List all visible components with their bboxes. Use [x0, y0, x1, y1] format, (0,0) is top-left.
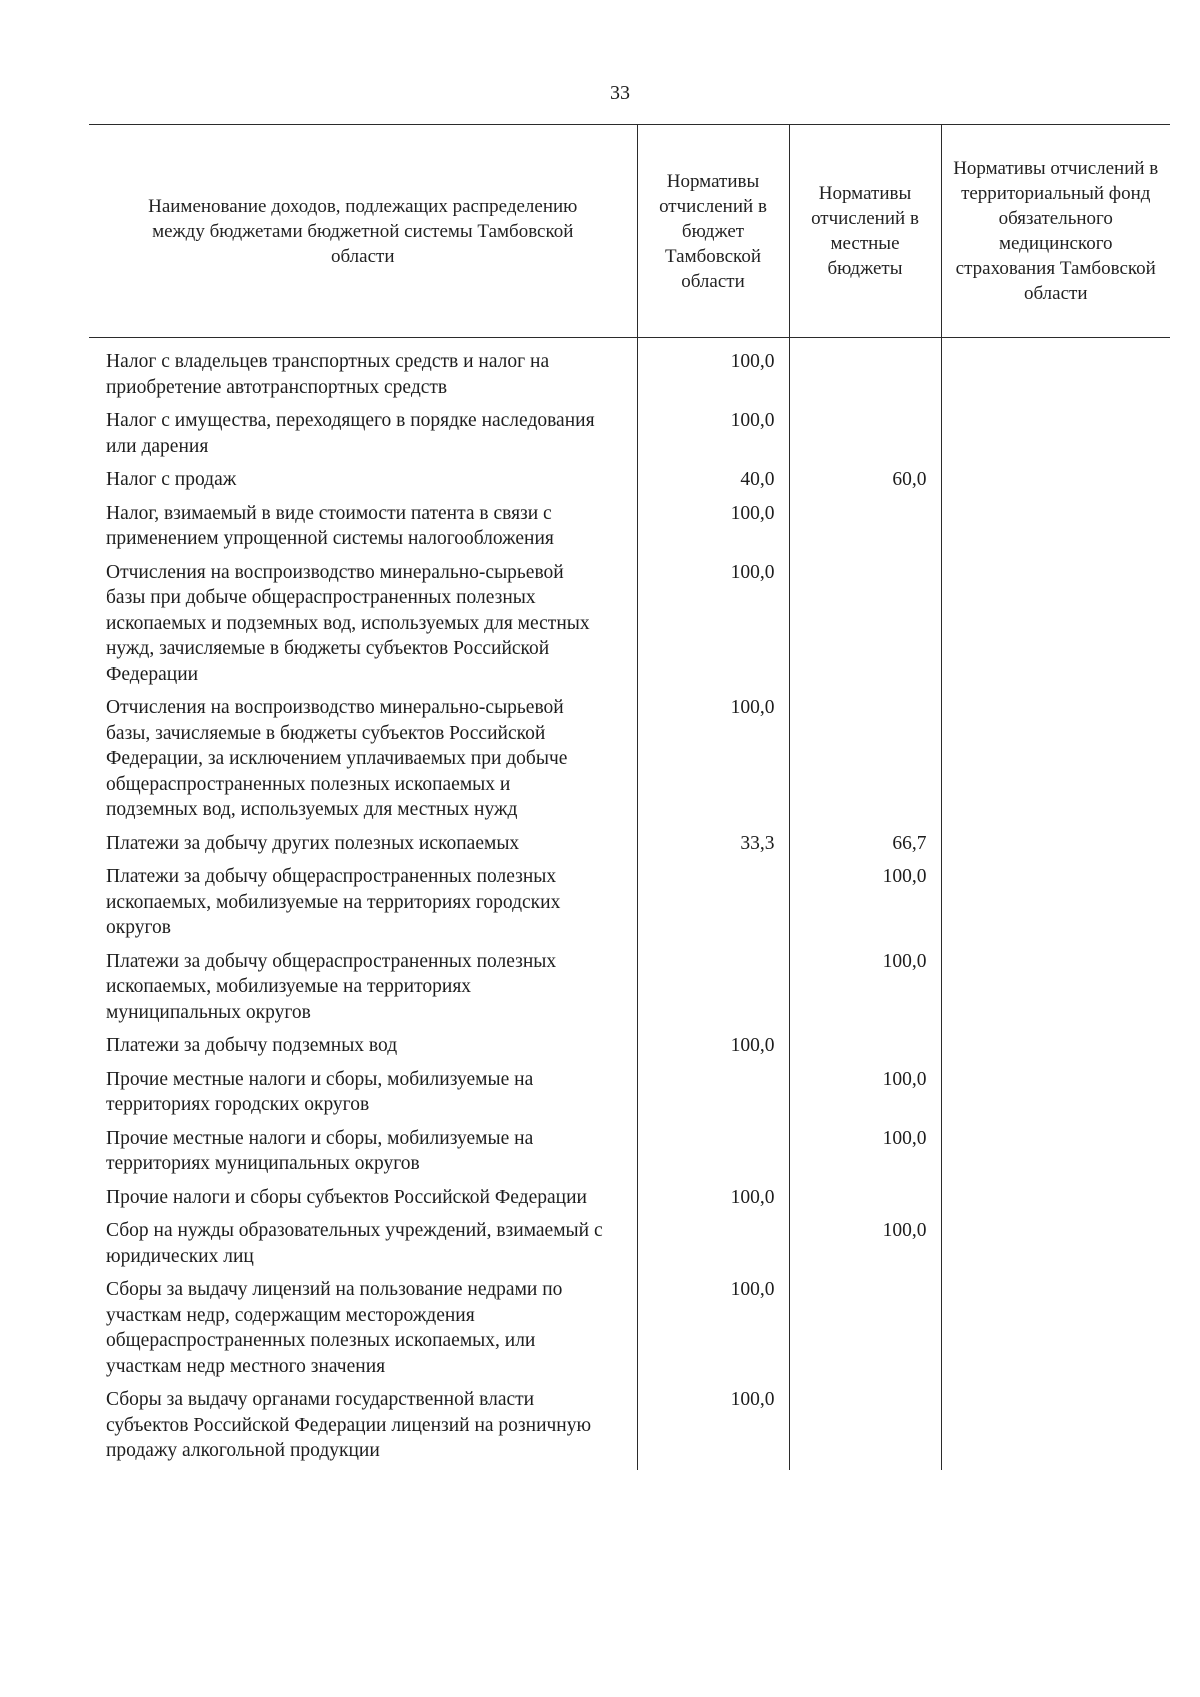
row-local-value	[789, 408, 941, 467]
row-income-name: Прочие местные налоги и сборы, мобилизуемые на территориях муниципальных округов	[89, 1126, 637, 1185]
table-row	[89, 1277, 1170, 1387]
row-regional-value	[637, 864, 789, 949]
row-fund-value	[941, 1185, 1170, 1219]
row-local-value: 100,0	[789, 864, 941, 949]
row-local-value: 66,7	[789, 831, 941, 865]
row-local-value: 100,0	[789, 949, 941, 1034]
header-local-budgets: Нормативы отчислений в местные бюджеты	[789, 125, 941, 338]
row-regional-value: 100,0	[637, 501, 789, 560]
row-fund-value	[941, 408, 1170, 467]
row-fund-value	[941, 864, 1170, 949]
table-row	[89, 501, 1170, 560]
table-row	[89, 695, 1170, 831]
table-row	[89, 1126, 1170, 1185]
row-regional-value: 33,3	[637, 831, 789, 865]
row-income-name: Прочие налоги и сборы субъектов Российской Федерации	[89, 1185, 637, 1219]
row-fund-value	[941, 695, 1170, 831]
row-income-name: Платежи за добычу общераспространенных полезных ископаемых, мобилизуемые на территориях муниципальных округов	[89, 949, 637, 1034]
row-fund-value	[941, 1126, 1170, 1185]
row-local-value: 60,0	[789, 467, 941, 501]
row-local-value	[789, 1387, 941, 1470]
row-fund-value	[941, 338, 1170, 409]
row-local-value	[789, 501, 941, 560]
row-local-value	[789, 560, 941, 696]
row-local-value	[789, 695, 941, 831]
row-local-value: 100,0	[789, 1067, 941, 1126]
table-row	[89, 949, 1170, 1034]
row-fund-value	[941, 1033, 1170, 1067]
row-fund-value	[941, 1218, 1170, 1277]
row-income-name: Сбор на нужды образовательных учреждений, взимаемый с юридических лиц	[89, 1218, 637, 1277]
row-income-name: Платежи за добычу подземных вод	[89, 1033, 637, 1067]
row-regional-value: 100,0	[637, 695, 789, 831]
table-row	[89, 1185, 1170, 1219]
header-regional-budget: Нормативы отчислений в бюджет Тамбовской области	[637, 125, 789, 338]
row-regional-value: 100,0	[637, 338, 789, 409]
row-income-name: Налог с владельцев транспортных средств и налог на приобретение автотранспортных средств	[89, 338, 637, 409]
row-fund-value	[941, 467, 1170, 501]
table-row	[89, 1067, 1170, 1126]
row-regional-value	[637, 1067, 789, 1126]
row-regional-value	[637, 1218, 789, 1277]
row-local-value: 100,0	[789, 1126, 941, 1185]
row-fund-value	[941, 1067, 1170, 1126]
row-income-name: Сборы за выдачу органами государственной власти субъектов Российской Федерации лицензий на розничную продажу алкогольной продукции	[89, 1387, 637, 1470]
row-income-name: Отчисления на воспроизводство минерально-сырьевой базы при добыче общераспространенных полезных ископаемых и подземных вод, используемых для местных нужд, зачисляемые в бюджеты субъектов Российской Федерации	[89, 560, 637, 696]
table-row	[89, 1033, 1170, 1067]
table-row	[89, 408, 1170, 467]
table-row	[89, 467, 1170, 501]
row-local-value	[789, 338, 941, 409]
row-regional-value: 100,0	[637, 1387, 789, 1470]
table-row	[89, 1218, 1170, 1277]
header-medical-insurance-fund: Нормативы отчислений в территориальный фонд обязательного медицинского страхования Тамбовской области	[941, 125, 1170, 338]
table-row	[89, 338, 1170, 409]
header-income-name: Наименование доходов, подлежащих распределению между бюджетами бюджетной системы Тамбовской области	[89, 125, 637, 338]
row-fund-value	[941, 560, 1170, 696]
row-income-name: Прочие местные налоги и сборы, мобилизуемые на территориях городских округов	[89, 1067, 637, 1126]
table-body	[89, 338, 1170, 1470]
row-income-name: Налог с продаж	[89, 467, 637, 501]
table-row	[89, 864, 1170, 949]
page-number: 33	[610, 82, 630, 104]
row-income-name: Отчисления на воспроизводство минерально-сырьевой базы, зачисляемые в бюджеты субъектов Российской Федерации, за исключением уплачиваемых при добыче общераспространенных полезных ископаемых и подземных вод, используемых для местных нужд	[89, 695, 637, 831]
table-row	[89, 831, 1170, 865]
table-row	[89, 560, 1170, 696]
row-local-value	[789, 1033, 941, 1067]
row-income-name: Платежи за добычу других полезных ископаемых	[89, 831, 637, 865]
row-fund-value	[941, 831, 1170, 865]
row-income-name: Платежи за добычу общераспространенных полезных ископаемых, мобилизуемые на территориях городских округов	[89, 864, 637, 949]
row-regional-value: 100,0	[637, 560, 789, 696]
row-local-value	[789, 1277, 941, 1387]
row-fund-value	[941, 501, 1170, 560]
row-local-value	[789, 1185, 941, 1219]
row-income-name: Налог, взимаемый в виде стоимости патента в связи с применением упрощенной системы налогообложения	[89, 501, 637, 560]
row-income-name: Сборы за выдачу лицензий на пользование недрами по участкам недр, содержащим месторождения общераспространенных полезных ископаемых, или участкам недр местного значения	[89, 1277, 637, 1387]
row-fund-value	[941, 949, 1170, 1034]
row-regional-value: 100,0	[637, 1033, 789, 1067]
row-local-value: 100,0	[789, 1218, 941, 1277]
table-header	[89, 125, 1170, 338]
revenue-distribution-table-container	[89, 124, 1170, 1470]
row-regional-value: 100,0	[637, 1277, 789, 1387]
row-regional-value	[637, 1126, 789, 1185]
row-regional-value	[637, 949, 789, 1034]
row-regional-value: 40,0	[637, 467, 789, 501]
revenue-distribution-table	[89, 124, 1170, 1470]
table-row	[89, 1387, 1170, 1470]
row-fund-value	[941, 1387, 1170, 1470]
row-regional-value: 100,0	[637, 1185, 789, 1219]
table-header-row	[89, 125, 1170, 338]
row-fund-value	[941, 1277, 1170, 1387]
row-income-name: Налог с имущества, переходящего в порядке наследования или дарения	[89, 408, 637, 467]
row-regional-value: 100,0	[637, 408, 789, 467]
